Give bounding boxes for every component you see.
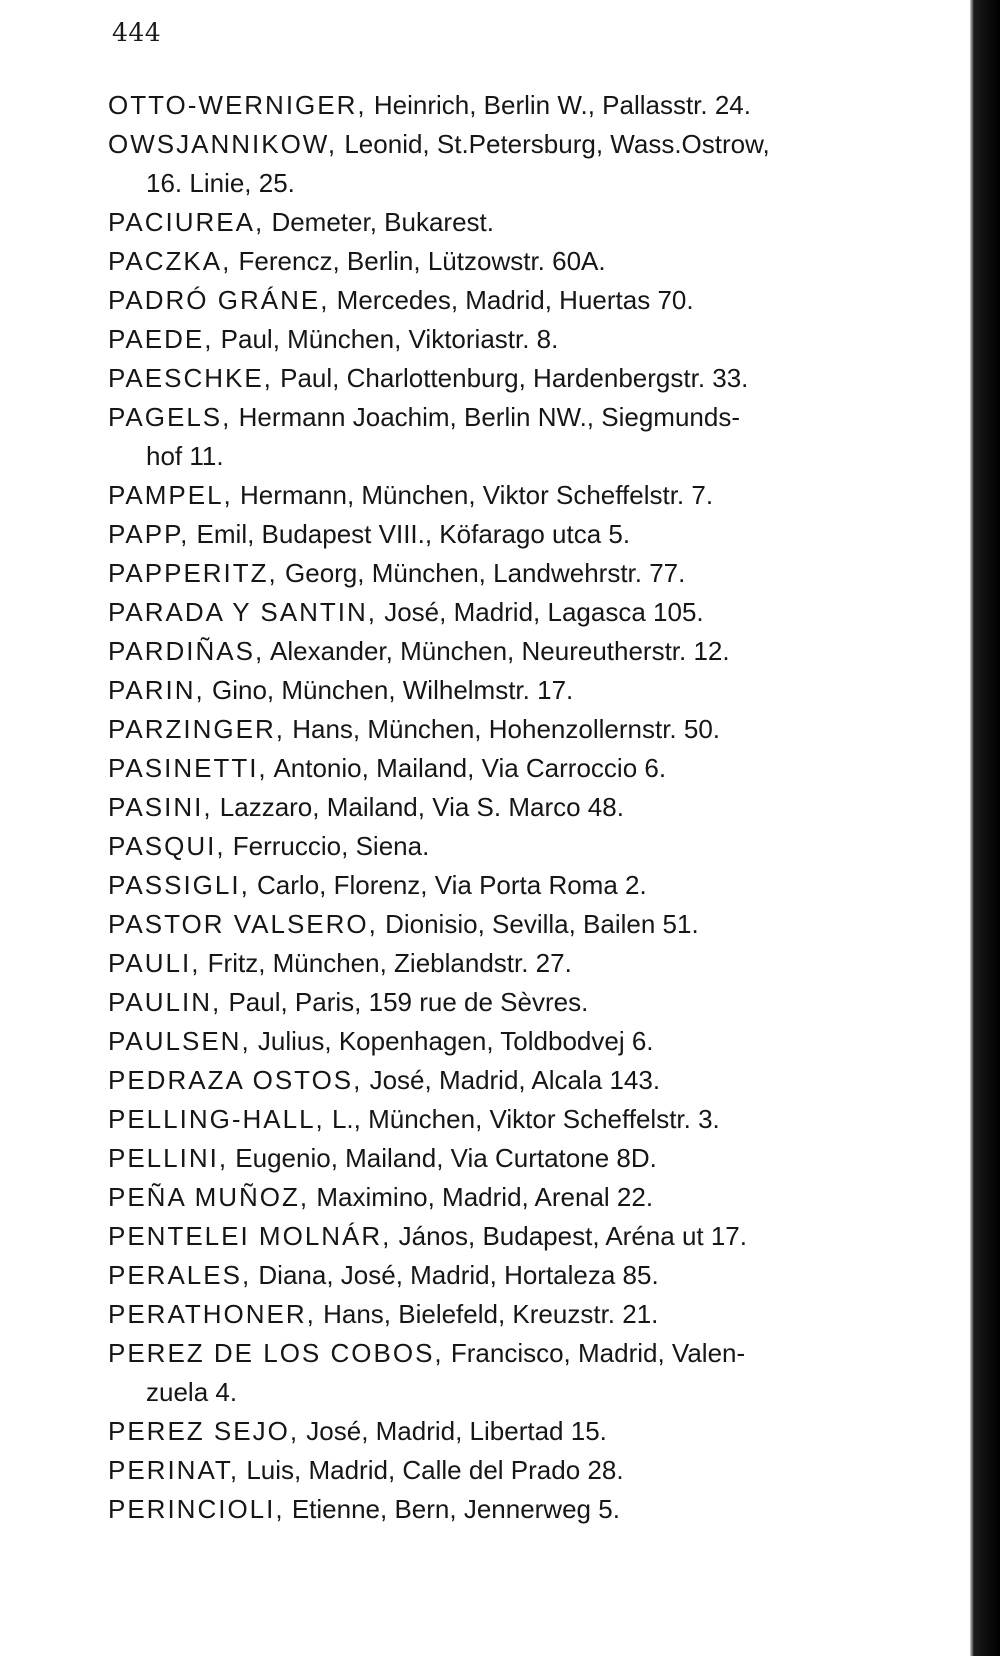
entry-name: PASSIGLI, (108, 870, 250, 900)
entry-name: PASINI, (108, 792, 213, 822)
entry-details: Etienne, Bern, Jennerweg 5. (284, 1494, 620, 1524)
directory-entry (108, 1217, 958, 1256)
entry-details: Luis, Madrid, Calle del Prado 28. (239, 1455, 624, 1485)
directory-entry (108, 710, 958, 749)
directory-entry (108, 593, 958, 632)
entry-details: José, Madrid, Alcala 143. (362, 1065, 661, 1095)
entry-details: Eugenio, Mailand, Via Curtatone 8D. (228, 1143, 657, 1173)
directory-entry (108, 866, 958, 905)
directory-entry (108, 554, 958, 593)
entry-details: Mercedes, Madrid, Huertas 70. (329, 285, 694, 315)
page-number: 444 (112, 18, 162, 47)
directory-entry (108, 1022, 958, 1061)
entry-name: PAESCHKE, (108, 363, 273, 393)
entry-name: PAULI, (108, 948, 201, 978)
directory-entry (108, 671, 958, 710)
entry-details: José, Madrid, Lagasca 105. (376, 597, 704, 627)
entry-details: Alexander, München, Neureutherstr. 12. (264, 636, 730, 666)
entry-name: PERINAT, (108, 1455, 240, 1485)
entry-name: PERATHONER, (108, 1299, 316, 1329)
entry-name: PAGELS, (108, 402, 232, 432)
entry-name: PARADA Y SANTIN, (108, 597, 377, 627)
entry-details: Lazzaro, Mailand, Via S. Marco 48. (212, 792, 624, 822)
entry-name: PACZKA, (108, 246, 232, 276)
entry-continuation: hof 11. (146, 441, 224, 471)
entry-name: PERALES, (108, 1260, 252, 1290)
entry-continuation: 16. Linie, 25. (146, 168, 295, 198)
entry-details: Heinrich, Berlin W., Pallasstr. 24. (366, 90, 751, 120)
directory-entry (108, 320, 958, 359)
directory-entry (108, 1412, 958, 1451)
entry-details: Hermann Joachim, Berlin NW., Siegmunds- (231, 402, 740, 432)
entry-name: PELLINI, (108, 1143, 229, 1173)
entry-name: PASTOR VALSERO, (108, 909, 378, 939)
directory-entry (108, 281, 958, 320)
directory-entry (108, 983, 958, 1022)
directory-entry (108, 749, 958, 788)
entry-details: János, Budapest, Aréna ut 17. (391, 1221, 747, 1251)
entry-details: Julius, Kopenhagen, Toldbodvej 6. (250, 1026, 654, 1056)
entry-name: PAEDE, (108, 324, 214, 354)
entry-name: PEREZ DE LOS COBOS, (108, 1338, 444, 1368)
directory-entry (108, 1178, 958, 1217)
directory-entry (108, 476, 958, 515)
entry-details: Diana, José, Madrid, Hortaleza 85. (251, 1260, 659, 1290)
entry-details: Gino, München, Wilhelmstr. 17. (204, 675, 574, 705)
entry-name: PERINCIOLI, (108, 1494, 285, 1524)
directory-entry (108, 86, 958, 125)
entry-name: PAPP, (108, 519, 190, 549)
entry-details: Hans, München, Hohenzollernstr. 50. (284, 714, 721, 744)
entry-details: Paul, Charlottenburg, Hardenbergstr. 33. (272, 363, 749, 393)
directory-entry (108, 905, 958, 944)
directory-entry (108, 1490, 958, 1529)
directory-entry (108, 1295, 958, 1334)
entry-name: PACIUREA, (108, 207, 265, 237)
directory-entry (108, 515, 958, 554)
entry-name: PARZINGER, (108, 714, 285, 744)
entry-details: L., München, Viktor Scheffelstr. 3. (324, 1104, 720, 1134)
directory-entry (108, 125, 958, 203)
directory-entry (108, 203, 958, 242)
entry-details: Ferencz, Berlin, Lützowstr. 60A. (231, 246, 606, 276)
entry-details: Paul, Paris, 159 rue de Sèvres. (221, 987, 589, 1017)
directory-entry (108, 398, 958, 476)
directory-entry (108, 1061, 958, 1100)
entry-name: OWSJANNIKOW, (108, 129, 338, 159)
entry-name: OTTO-WERNIGER, (108, 90, 367, 120)
directory-entry (108, 944, 958, 983)
entry-name: PAULSEN, (108, 1026, 251, 1056)
entry-name: PEREZ SEJO, (108, 1416, 300, 1446)
entry-name: PASQUI, (108, 831, 226, 861)
entry-details: Ferruccio, Siena. (225, 831, 430, 861)
entry-name: PAMPEL, (108, 480, 233, 510)
entry-name: PASINETTI, (108, 753, 268, 783)
entry-name: PEDRAZA OSTOS, (108, 1065, 363, 1095)
entry-name: PELLING-HALL, (108, 1104, 325, 1134)
directory-entry (108, 827, 958, 866)
directory-entry (108, 632, 958, 671)
entry-details: Fritz, München, Zieblandstr. 27. (200, 948, 572, 978)
entry-details: Antonio, Mailand, Via Carroccio 6. (267, 753, 667, 783)
entry-details: Leonid, St.Petersburg, Wass.Ostrow, (337, 129, 770, 159)
directory-entry (108, 1139, 958, 1178)
entry-details: Hans, Bielefeld, Kreuzstr. 21. (315, 1299, 659, 1329)
directory-entry (108, 1451, 958, 1490)
entry-name: PARIN, (108, 675, 205, 705)
entry-details: Hermann, München, Viktor Scheffelstr. 7. (232, 480, 714, 510)
entry-details: Demeter, Bukarest. (264, 207, 494, 237)
directory-entry (108, 359, 958, 398)
directory-entry (108, 1334, 958, 1412)
entry-details: Carlo, Florenz, Via Porta Roma 2. (249, 870, 647, 900)
page-edge-shadow (970, 0, 1000, 1656)
entry-name: PAULIN, (108, 987, 222, 1017)
entry-continuation: zuela 4. (146, 1377, 238, 1407)
entry-name: PARDIÑAS, (108, 636, 265, 666)
entry-details: Georg, München, Landwehrstr. 77. (277, 558, 686, 588)
entry-name: PAPPERITZ, (108, 558, 278, 588)
directory-entry-list (108, 86, 958, 1529)
directory-entry (108, 1100, 958, 1139)
entry-details: Dionisio, Sevilla, Bailen 51. (377, 909, 699, 939)
entry-details: Francisco, Madrid, Valen- (443, 1338, 746, 1368)
entry-details: Emil, Budapest VIII., Köfarago utca 5. (189, 519, 631, 549)
entry-details: José, Madrid, Libertad 15. (299, 1416, 607, 1446)
entry-name: PEÑA MUÑOZ, (108, 1182, 310, 1212)
entry-name: PADRÓ GRÁNE, (108, 285, 330, 315)
directory-entry (108, 788, 958, 827)
entry-details: Paul, München, Viktoriastr. 8. (213, 324, 559, 354)
entry-name: PENTELEI MOLNÁR, (108, 1221, 392, 1251)
entry-details: Maximino, Madrid, Arenal 22. (309, 1182, 654, 1212)
directory-entry (108, 242, 958, 281)
directory-entry (108, 1256, 958, 1295)
